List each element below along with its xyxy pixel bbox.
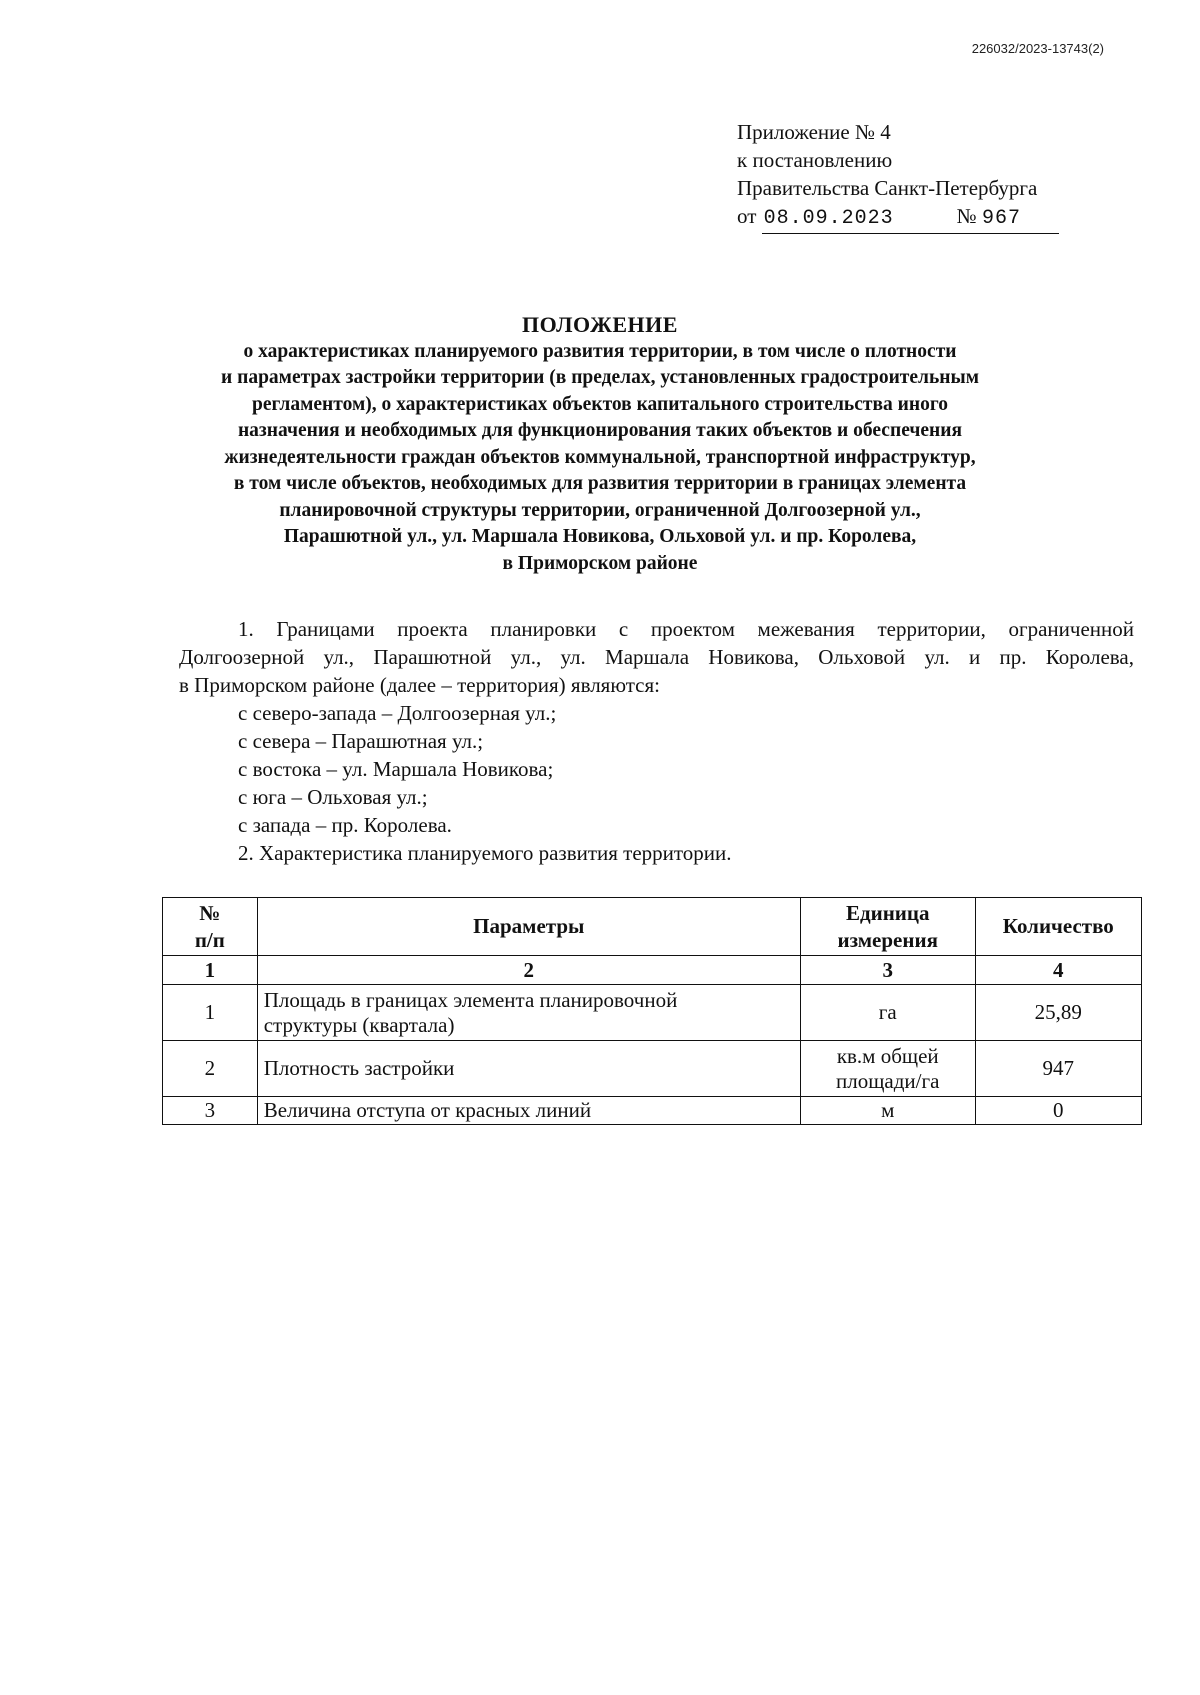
table-row — [163, 985, 1142, 1041]
row-quantity: 25,89 — [975, 985, 1141, 1041]
row-parameter: Площадь в границах элемента планировочной структуры (квартала) — [257, 985, 800, 1041]
row-number: 3 — [163, 1097, 258, 1125]
row-unit: м — [800, 1097, 975, 1125]
border-item: с северо-запада – Долгоозерная ул.; — [238, 701, 557, 725]
paragraph-2: 2. Характеристика планируемого развития территории. — [238, 841, 732, 865]
paragraph-1-line-3: в Приморском районе (далее – территория) являются: — [179, 673, 661, 697]
title-line: регламентом), о характеристиках объектов капитального строительства иного — [252, 393, 948, 415]
appendix-line-2: к постановлению — [737, 148, 893, 172]
decree-number: 967 — [981, 207, 1021, 230]
header-parameters: Параметры — [257, 898, 800, 956]
decree-date: 08.09.2023 — [762, 205, 951, 234]
row-unit: кв.м общей площади/га — [800, 1041, 975, 1097]
number-prefix: № — [956, 204, 977, 228]
row-number: 2 — [163, 1041, 258, 1097]
border-item: с юга – Ольховая ул.; — [238, 785, 428, 809]
index-cell: 2 — [257, 956, 800, 985]
title-line: жизнедеятельности граждан объектов коммунальной, транспортной инфраструктур, — [224, 446, 976, 468]
appendix-line-1: Приложение № 4 — [737, 120, 891, 144]
document-registration-number: 226032/2023-13743(2) — [971, 41, 1104, 56]
table-row — [163, 1041, 1142, 1097]
title-line: о характеристиках планируемого развития территории, в том числе о плотности — [243, 340, 957, 362]
title-line: в том числе объектов, необходимых для развития территории в границах элемента — [233, 473, 967, 494]
appendix-header — [737, 118, 1059, 234]
table-row — [163, 1097, 1142, 1125]
appendix-line-3: Правительства Санкт-Петербурга — [737, 176, 1038, 200]
decree-number-field — [951, 202, 1059, 234]
index-cell: 3 — [800, 956, 975, 985]
header-number: № п/п — [163, 898, 258, 956]
title-main: ПОЛОЖЕНИЕ — [522, 312, 678, 337]
row-number: 1 — [163, 985, 258, 1041]
appendix-date-line — [737, 202, 1059, 234]
title-line: планировочной структуры территории, ограниченной Долгоозерной ул., — [279, 499, 921, 521]
parameters-table — [162, 897, 1142, 1125]
row-quantity: 0 — [975, 1097, 1141, 1125]
date-prefix: от — [737, 204, 757, 228]
row-quantity: 947 — [975, 1041, 1141, 1097]
title-line: назначения и необходимых для функционирования таких объектов и обеспечения — [237, 420, 963, 441]
border-item: с востока – ул. Маршала Новикова; — [238, 757, 554, 781]
table-header-row — [163, 898, 1142, 956]
title-line: Парашютной ул., ул. Маршала Новикова, Ольховой ул. и пр. Королева, — [283, 526, 917, 547]
row-unit: га — [800, 985, 975, 1041]
document-body — [179, 615, 1134, 867]
paragraph-1-line-2: Долгоозерной ул., Парашютной ул., ул. Маршала Новикова, Ольховой ул. и пр. Королева, — [179, 645, 1134, 669]
paragraph-1-line-1: 1. Границами проекта планировки с проектом межевания территории, ограниченной — [238, 617, 1134, 641]
index-cell: 4 — [975, 956, 1141, 985]
row-parameter: Плотность застройки — [257, 1041, 800, 1097]
header-unit: Единица измерения — [800, 898, 975, 956]
header-quantity: Количество — [975, 898, 1141, 956]
table-index-row — [163, 956, 1142, 985]
border-item: с запада – пр. Королева. — [238, 813, 452, 837]
row-parameter: Величина отступа от красных линий — [257, 1097, 800, 1125]
index-cell: 1 — [163, 956, 258, 985]
title-line: и параметрах застройки территории (в пределах, установленных градостроительным — [220, 367, 980, 388]
border-item: с севера – Парашютная ул.; — [238, 729, 484, 753]
document-title — [150, 312, 1050, 577]
title-line: в Приморском районе — [502, 552, 698, 574]
